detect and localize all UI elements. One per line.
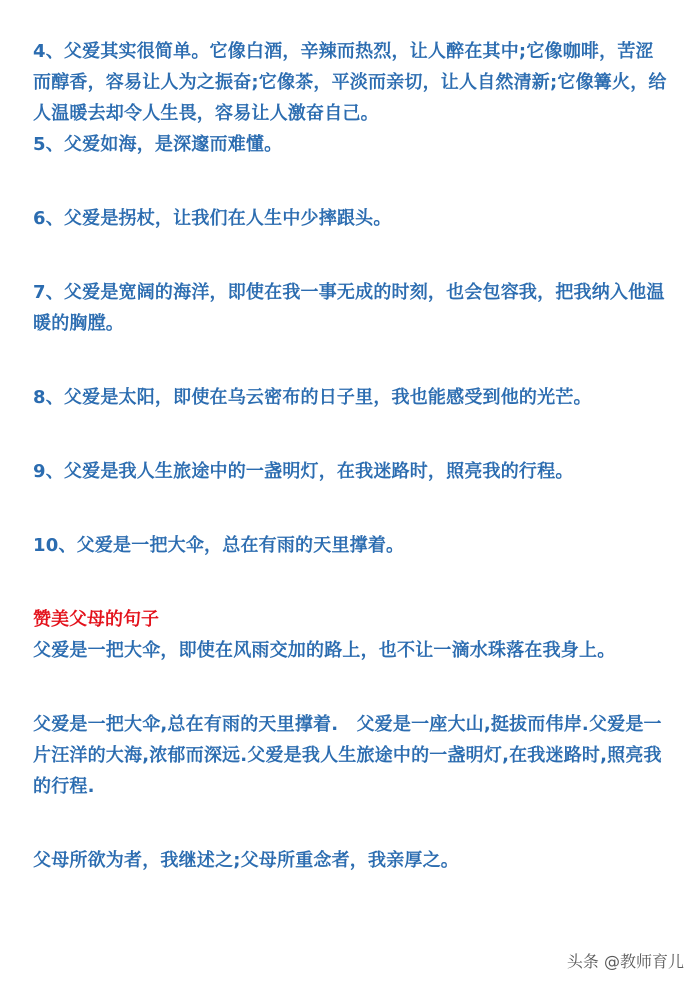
spacer xyxy=(33,339,670,382)
section-heading: 赞美父母的句子 xyxy=(33,609,159,630)
spacer xyxy=(33,413,670,456)
paragraph-9: 9、父爱是我人生旅途中的一盏明灯，在我迷路时，照亮我的行程。 xyxy=(33,461,574,482)
watermark-label: 头条 @教师育儿 xyxy=(566,952,684,971)
spacer xyxy=(33,802,670,845)
spacer xyxy=(33,160,670,203)
paragraph-6: 6、父爱是拐杖，让我们在人生中少摔跟头。 xyxy=(33,208,392,229)
paragraph-10: 10、父爱是一把大伞，总在有雨的天里撑着。 xyxy=(33,535,405,556)
paragraph-4: 4、父爱其实很简单。它像白酒，辛辣而热烈，让人醉在其中;它像咖啡，苦涩而醇香，容易让人为之振奋;它像茶，平淡而亲切，让人自然清新;它像篝火，给人温暖去却令人生畏，容易让人激奋自己。 xyxy=(33,41,667,124)
spacer xyxy=(33,561,670,604)
spacer xyxy=(33,666,670,709)
spacer xyxy=(33,487,670,530)
quote-3: 父母所欲为者，我继述之;父母所重念者，我亲厚之。 xyxy=(33,850,459,871)
paragraph-7: 7、父爱是宽阔的海洋，即使在我一事无成的时刻，也会包容我，把我纳入他温暖的胸膛。 xyxy=(33,282,665,334)
paragraph-5: 5、父爱如海，是深邃而难懂。 xyxy=(33,134,283,155)
paragraph-8: 8、父爱是太阳，即使在乌云密布的日子里，我也能感受到他的光芒。 xyxy=(33,387,592,408)
quote-1: 父爱是一把大伞，即使在风雨交加的路上，也不让一滴水珠落在我身上。 xyxy=(33,640,616,661)
spacer xyxy=(33,234,670,277)
quote-2: 父爱是一把大伞,总在有雨的天里撑着. 父爱是一座大山,挺拔而伟岸.父爱是一片汪洋的大海,浓郁而深远.父爱是我人生旅途中的一盏明灯,在我迷路时,照亮我的行程. xyxy=(33,714,662,797)
